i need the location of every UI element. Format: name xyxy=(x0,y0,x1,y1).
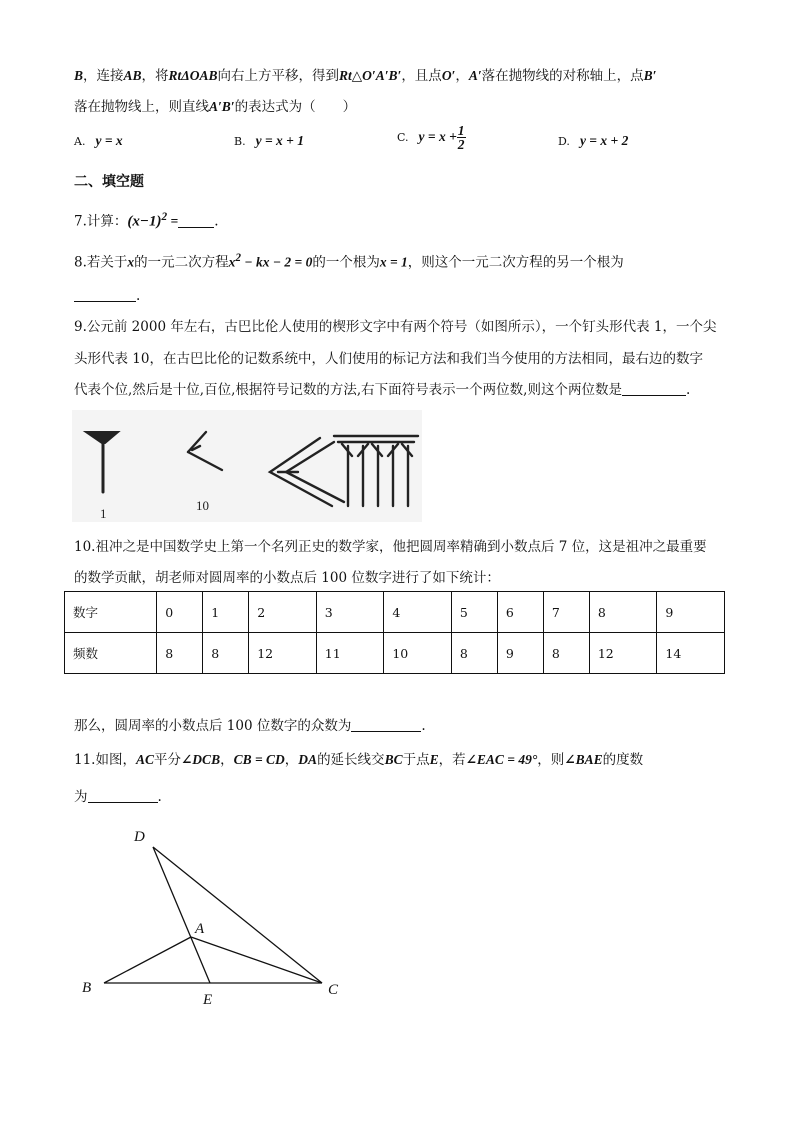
wedge-symbol xyxy=(188,432,222,470)
triangle-drawing xyxy=(72,820,362,1020)
question-9-line-2: 头形代表 10，在古巴比伦的记数系统中，人们使用的标记方法和我们当今使用的方法相同，最右边的数字 xyxy=(74,351,703,367)
table-cell: 8 xyxy=(543,633,589,674)
cuneiform-symbols-figure xyxy=(72,410,422,522)
label-d: D xyxy=(134,829,145,845)
point-b: B xyxy=(74,68,84,83)
table-cell: 4 xyxy=(384,592,452,633)
table-cell: 2 xyxy=(249,592,317,633)
fraction-one-half: $\frac{1}{2}$ xyxy=(457,123,465,152)
table-cell: 5 xyxy=(451,592,497,633)
answer-blank-11 xyxy=(88,788,158,803)
table-cell: 8 xyxy=(157,633,203,674)
table-cell: 1 xyxy=(203,592,249,633)
question-9-line-1: 9.公元前 2000 年左右，古巴比伦人使用的楔形文字中有两个符号（如图所示），一个钉头形代表 1，一个尖 xyxy=(74,319,717,335)
option-d: D. y = x + 2 xyxy=(558,133,629,148)
label-c: C xyxy=(328,982,339,998)
option-b: B. y = x + 1 xyxy=(234,133,304,148)
frequency-table xyxy=(64,591,725,674)
question-11-line-1: 11.如图，AC平分∠DCB，CB = CD，DA的延长线交BC于点E，若∠EAC = 49°，则∠BAE的度数 xyxy=(74,752,644,768)
table-cell: 12 xyxy=(249,633,317,674)
question-10-line-1: 10.祖冲之是中国数学史上第一个名列正史的数学家，他把圆周率精确到小数点后 7 位，这是祖冲之最重要 xyxy=(74,539,707,555)
symbol-label-1: 1 xyxy=(100,506,107,521)
answer-blank-10 xyxy=(351,717,421,732)
combined-symbol xyxy=(270,436,418,506)
question-9-line-3: 代表个位,然后是十位,百位,根据符号记数的方法,右下面符号表示一个两位数,则这个两位数是 . xyxy=(74,382,691,398)
option-a: A. y = x xyxy=(74,133,123,148)
table-cell: 8 xyxy=(203,633,249,674)
table-cell: 7 xyxy=(543,592,589,633)
q6-line-1: B，连接AB，将RtΔOAB向右上方平移，得到Rt△O′A′B′，且点O′，A′落在抛物线的对称轴上，点B′ xyxy=(74,68,657,84)
table-cell: 频数 xyxy=(65,633,157,674)
table-cell: 8 xyxy=(589,592,657,633)
segment-dc xyxy=(153,847,322,983)
label-b: B xyxy=(82,980,92,996)
question-7: 7.计算：$(x-1)^2$ = . xyxy=(74,211,219,230)
answer-blank-8 xyxy=(74,287,136,302)
table-cell: 数字 xyxy=(65,592,157,633)
answer-blank-9 xyxy=(622,381,686,396)
label-e: E xyxy=(203,992,213,1008)
cuneiform-drawing xyxy=(72,410,422,522)
table-cell: 9 xyxy=(657,592,725,633)
segment-ac xyxy=(191,937,322,983)
option-c: C. y = x + $\frac{1}{2}$ xyxy=(397,123,465,152)
nail-symbol xyxy=(86,432,118,492)
table-cell: 3 xyxy=(316,592,384,633)
symbol-label-10: 10 xyxy=(196,498,209,513)
question-8-line-1: 8.若关于x的一元二次方程$x^2$ − kx − 2 = 0的一个根为x = 1，则这个一元二次方程的另一个根为 xyxy=(74,252,624,271)
table-cell: 11 xyxy=(316,633,384,674)
question-8-line-2: . xyxy=(74,286,140,306)
table-cell: 6 xyxy=(497,592,543,633)
answer-blank-7 xyxy=(178,213,214,228)
question-11-line-2: 为 . xyxy=(74,789,162,805)
segment-ba xyxy=(104,937,191,983)
q6-line-2: 落在抛物线上，则直线A′B′的表达式为（ ） xyxy=(74,99,357,115)
table-cell: 0 xyxy=(157,592,203,633)
table-cell: 10 xyxy=(384,633,452,674)
table-row-frequency xyxy=(65,633,725,674)
table-cell: 14 xyxy=(657,633,725,674)
label-a: A xyxy=(195,921,205,937)
triangle-figure xyxy=(72,820,362,1024)
table-cell: 12 xyxy=(589,633,657,674)
table-cell: 8 xyxy=(451,633,497,674)
table-cell: 9 xyxy=(497,633,543,674)
question-10-line-2: 的数学贡献，胡老师对圆周率的小数点后 100 位数字进行了如下统计： xyxy=(74,570,500,586)
segment-de xyxy=(153,847,210,983)
section-title: 二、填空题 xyxy=(74,174,144,190)
question-10-after: 那么，圆周率的小数点后 100 位数字的众数为 . xyxy=(74,718,426,734)
table-row-digits xyxy=(65,592,725,633)
